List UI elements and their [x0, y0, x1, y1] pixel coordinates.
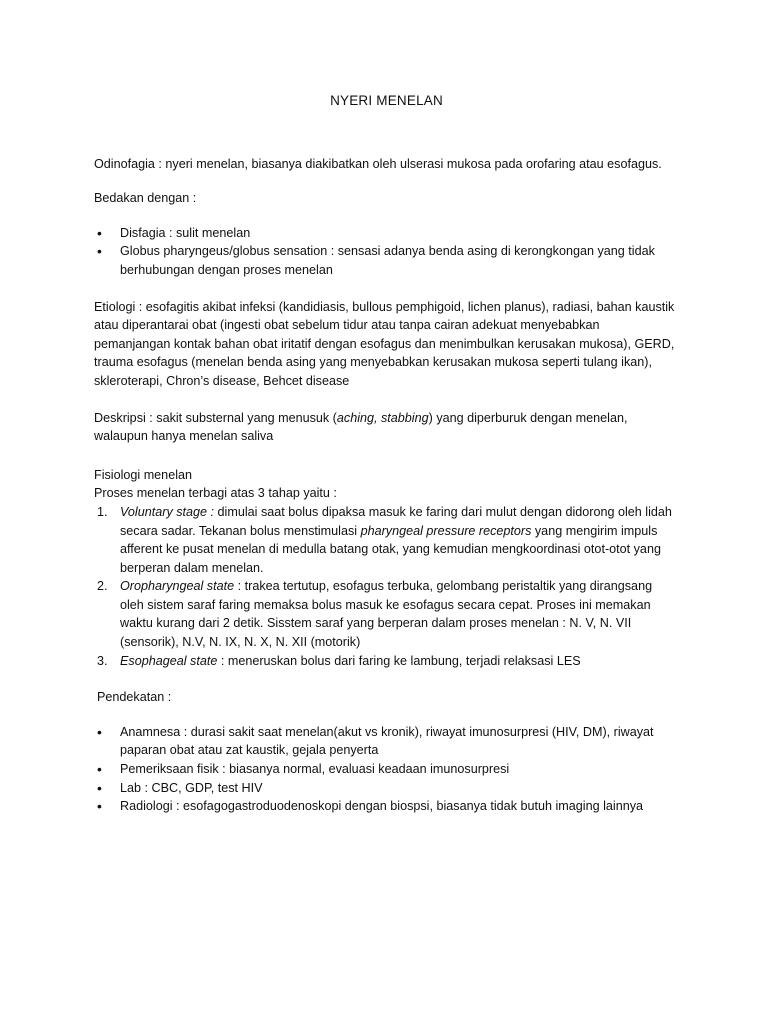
pendekatan-heading: Pendekatan : — [97, 690, 172, 705]
pendekatan-list — [94, 723, 679, 816]
step-text: : trakea tertutup, esofagus terbuka, gelombang peristaltik yang dirangsang oleh sistem saraf faring memaksa bolus masuk ke esofagus secara cepat. Proses ini memakan waktu kurang dari 2 detik. Sisstem saraf yang berperan dalam proses menelan : N. V, N. VII (sensorik), N.V, N. IX, N. X, N. XII (motorik) — [120, 579, 653, 650]
list-item — [94, 652, 679, 671]
step-number: 1. — [97, 504, 108, 519]
step-number: 3. — [97, 653, 108, 668]
deskripsi-text-before: Deskripsi : sakit substernal yang menusuk ( — [94, 410, 337, 425]
odinofagia-paragraph — [94, 155, 679, 174]
list-item: • Radiologi : esofagogastroduodenoskopi dengan biospsi, biasanya tidak butuh imaging lainnya — [94, 797, 679, 816]
document-content — [94, 92, 679, 816]
odinofagia-term: Odinofagia : — [94, 156, 162, 171]
list-item: • Disfagia : sulit menelan — [94, 224, 679, 243]
etiologi-paragraph: Etiologi : esofagitis akibat infeksi (kandidiasis, bullous pemphigoid, lichen planus), radiasi, bahan kaustik atau diperantarai obat (ingesti obat sebelum tidur atau tanpa cairan adekuat menyebabkan pemanjangan kontak bahan obat iritatif dengan esofagus dan menimbulkan kerusakan mukosa), GERD, trauma esofagus (menelan benda asing yang menyebabkan kerusakan mukosa seperti tulang ikan), skleroterapi, Chron’s disease, Behcet disease — [94, 299, 675, 388]
step-number: 2. — [97, 579, 108, 594]
page-title: NYERI MENELAN — [330, 93, 443, 108]
step-term: Oropharyngeal state — [120, 579, 235, 594]
odinofagia-definition: nyeri menelan, biasanya diakibatkan oleh ulserasi mukosa pada orofaring atau esofagus. — [161, 156, 662, 171]
step-term: Esophageal state — [120, 653, 218, 668]
bedakan-list — [94, 224, 679, 280]
list-item: • Globus pharyngeus/globus sensation : sensasi adanya benda asing di kerongkongan yang tidak berhubungan dengan proses menelan — [94, 242, 679, 279]
deskripsi-paragraph — [94, 409, 679, 446]
deskripsi-italic: aching, stabbing — [336, 410, 429, 425]
list-item — [94, 577, 679, 651]
fisiologi-heading: Fisiologi menelan — [94, 467, 193, 482]
step-text-cont: yang mengirim impuls afferent ke pusat menelan di medulla batang otak, yang kemudian mengkoordinasi otot-otot yang berperan dalam menelan. — [120, 523, 661, 575]
fisiologi-intro: Proses menelan terbagi atas 3 tahap yaitu : — [94, 486, 337, 501]
list-item — [94, 503, 679, 577]
list-item: • Lab : CBC, GDP, test HIV — [94, 779, 679, 798]
list-item: • Pemeriksaan fisik : biasanya normal, evaluasi keadaan imunosurpresi — [94, 760, 679, 779]
fisiologi-steps — [94, 503, 679, 670]
step-text: dimulai saat bolus dipaksa masuk ke faring dari mulut dengan didorong oleh lidah secara sadar. Tekanan bolus menstimulasi — [120, 504, 672, 538]
bedakan-heading: Bedakan dengan : — [94, 191, 197, 206]
step-term: Voluntary stage : — [120, 504, 215, 519]
step-text: : meneruskan bolus dari faring ke lambung, terjadi relaksasi LES — [217, 653, 581, 668]
step-term-inline: pharyngeal pressure receptors — [360, 523, 532, 538]
list-item: • Anamnesa : durasi sakit saat menelan(akut vs kronik), riwayat imunosurpresi (HIV, DM), riwayat paparan obat atau zat kaustik, gejala penyerta — [94, 723, 679, 760]
deskripsi-text-after: ) yang diperburuk dengan menelan, walaupun hanya menelan saliva — [94, 410, 628, 444]
